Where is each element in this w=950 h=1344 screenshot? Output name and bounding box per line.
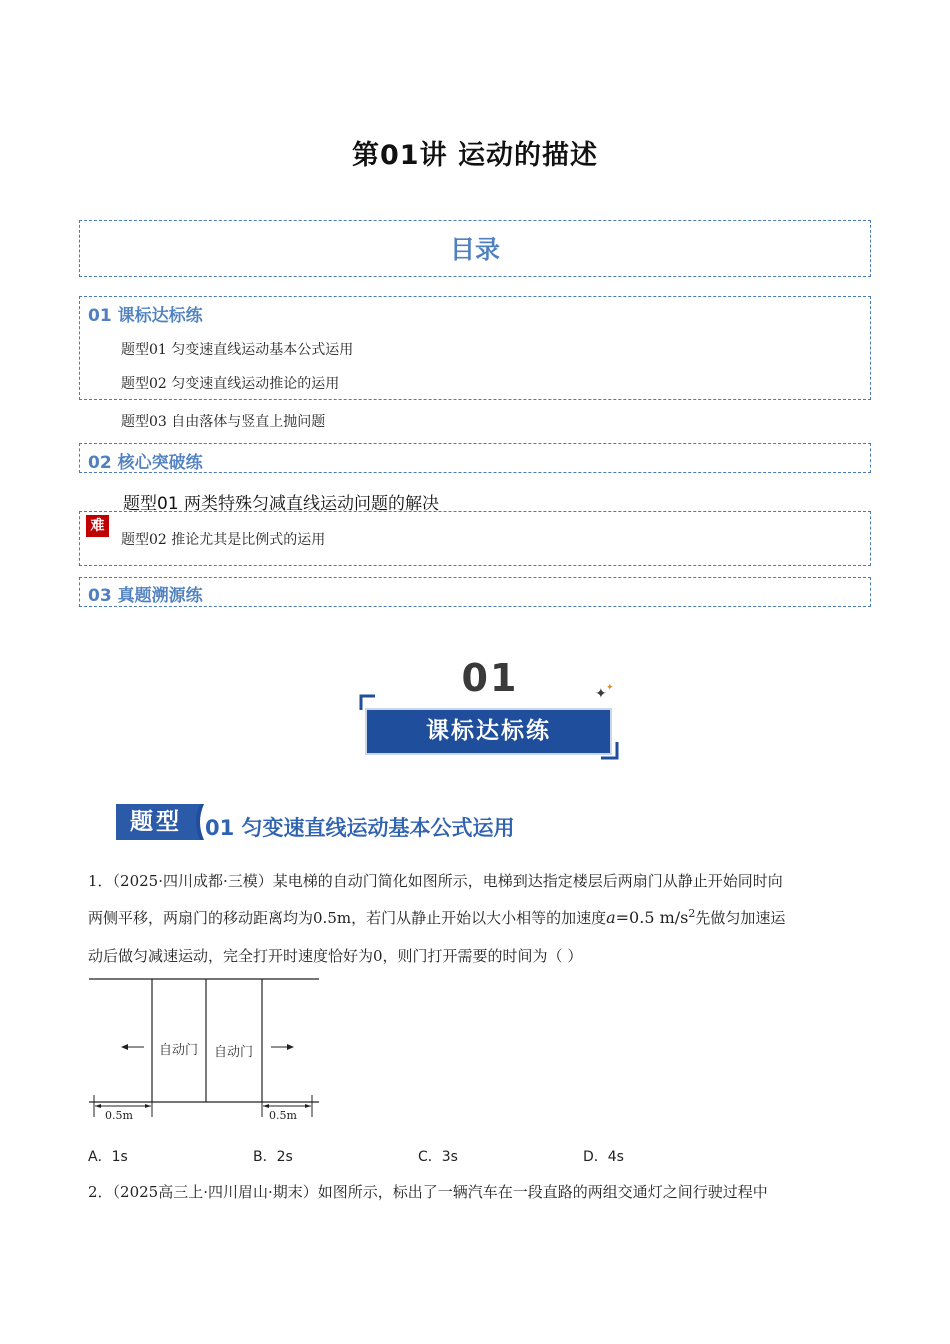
q1-option-b[interactable]: B．2s (253, 1149, 293, 1165)
q1-formula-sup: 2 (688, 907, 696, 920)
section-banner (355, 650, 625, 765)
svg-text:✦: ✦ (595, 686, 607, 702)
banner-label: 课标达标练 (426, 718, 551, 744)
q1-line-3: 动后做匀减速运动，完全打开时速度恰好为0，则门打开需要的时间为（ ） (88, 947, 583, 965)
q2-line-1: 2．（2025高三上·四川眉山·期末）如图所示，标出了一辆汽车在一段直路的两组交通灯之间行驶过程中 (88, 1183, 768, 1201)
toc-item-1-1[interactable]: 题型01 匀变速直线运动基本公式运用 (121, 342, 354, 358)
hard-badge: 难 (86, 515, 109, 537)
toc-section-1-label[interactable]: 01 课标达标练 (88, 306, 203, 326)
toc-item-1-3[interactable]: 题型03 自由落体与竖直上抛问题 (121, 414, 326, 430)
toc-heading: 目录 (79, 220, 871, 277)
type-header-text: 01 匀变速直线运动基本公式运用 (205, 816, 515, 840)
toc-section-2-label[interactable]: 02 核心突破练 (88, 453, 203, 473)
page-title: 第01讲 运动的描述 (352, 140, 598, 171)
type-badge-text: 题型 (130, 808, 182, 835)
q1-line-2 (88, 907, 785, 928)
q1-line-2-b: 先做匀加速运 (695, 909, 786, 927)
type-badge (112, 802, 208, 842)
toc-item-2-2[interactable]: 题型02 推论尤其是比例式的运用 (121, 532, 326, 548)
door-left-label: 自动门 (159, 1043, 199, 1058)
q1-option-c[interactable]: C．3s (418, 1149, 458, 1165)
dim-left-label: 0.5m (105, 1109, 133, 1122)
q1-option-d[interactable]: D．4s (583, 1149, 624, 1165)
door-right-label: 自动门 (214, 1045, 254, 1060)
banner-number: 01 (461, 656, 519, 700)
toc-item-1-2[interactable]: 题型02 匀变速直线运动推论的运用 (121, 376, 340, 392)
q1-line-2-a: 两侧平移，两扇门的移动距离均为0.5m，若门从静止开始以大小相等的加速度 (88, 909, 607, 927)
toc-section-3-label[interactable]: 03 真题溯源练 (88, 586, 203, 606)
q1-figure (85, 975, 325, 1125)
q1-option-a[interactable]: A．1s (88, 1149, 128, 1165)
svg-text:✦: ✦ (606, 683, 614, 693)
q1-line-1: 1．（2025·四川成都·三模）某电梯的自动门简化如图所示，电梯到达指定楼层后两扇门从静止开始同时向 (88, 872, 783, 890)
dim-right-label: 0.5m (269, 1109, 297, 1122)
q1-figure-svg (85, 975, 325, 1125)
q1-formula: a=0.5 m/s (606, 908, 689, 927)
toc-item-2-1[interactable]: 题型01 两类特殊匀减直线运动问题的解决 (123, 494, 440, 514)
